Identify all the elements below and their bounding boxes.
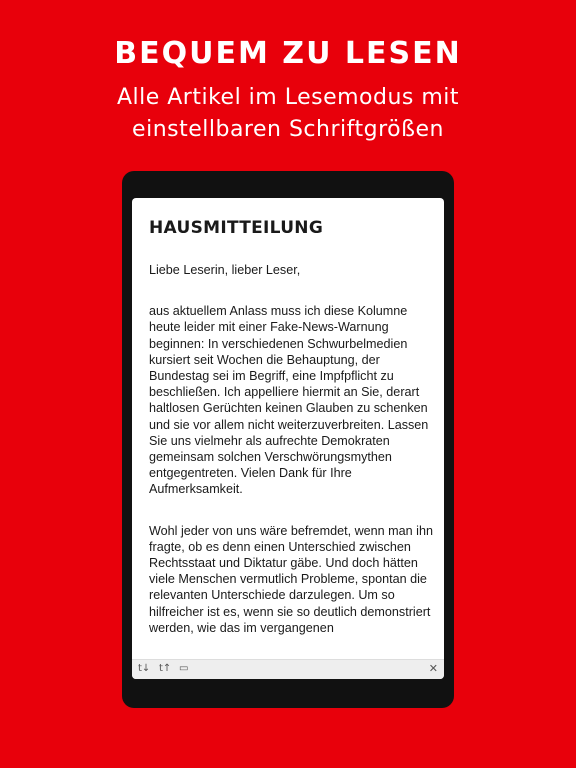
font-size-decrease-icon[interactable]: t↓: [138, 663, 151, 674]
article-title: HAUSMITTEILUNG: [149, 218, 324, 238]
article-content[interactable]: [149, 218, 433, 660]
article-paragraph: Wohl jeder von uns wäre befremdet, wenn man ihn fragte, ob es denn einen Unterschied zwischen Rechtsstaat und Diktatur gäbe. Und doch hätten viele Menschen vermutlich Probleme, spontan die relevanten Unterschiede darzulegen. Um so hilfreicher ist es, wenn sie so deutlich demonstriert werden, wie das im vergangenen: [149, 523, 433, 635]
promo-title: BEQUEM ZU LESEN: [114, 36, 462, 71]
reader-toolbar: [132, 659, 444, 679]
article-paragraph: aus aktuellem Anlass muss ich diese Kolumne heute leider mit einer Fake-News-Warnung beginnen: In verschiedenen Schwurbelmedien kursiert seit Wochen die Behauptung, der Bundestag sei im Begriff, eine Impfpflicht zu beschließen. Ich appelliere hiermit an Sie, derart haltlosen Gerüchten keinen Glauben zu schenken und sie vor allem nicht weiterzuverbreiten. Lassen Sie uns vielmehr als aufrechte Demokraten gemeinsam solchen Verschwörungsmythen entgegentreten. Vielen Dank für Ihre Aufmerksamkeit.: [149, 304, 429, 497]
comment-icon[interactable]: ▭: [179, 663, 189, 674]
article-paragraph-salutation: Liebe Leserin, lieber Leser,: [149, 263, 301, 277]
tablet-frame: [122, 171, 454, 708]
close-icon[interactable]: ✕: [428, 662, 438, 675]
font-size-increase-icon[interactable]: t↑: [159, 663, 172, 674]
reader-screen: [132, 198, 444, 679]
promo-subtitle: Alle Artikel im Lesemodus mit einstellbaren Schriftgrößen: [116, 85, 460, 142]
